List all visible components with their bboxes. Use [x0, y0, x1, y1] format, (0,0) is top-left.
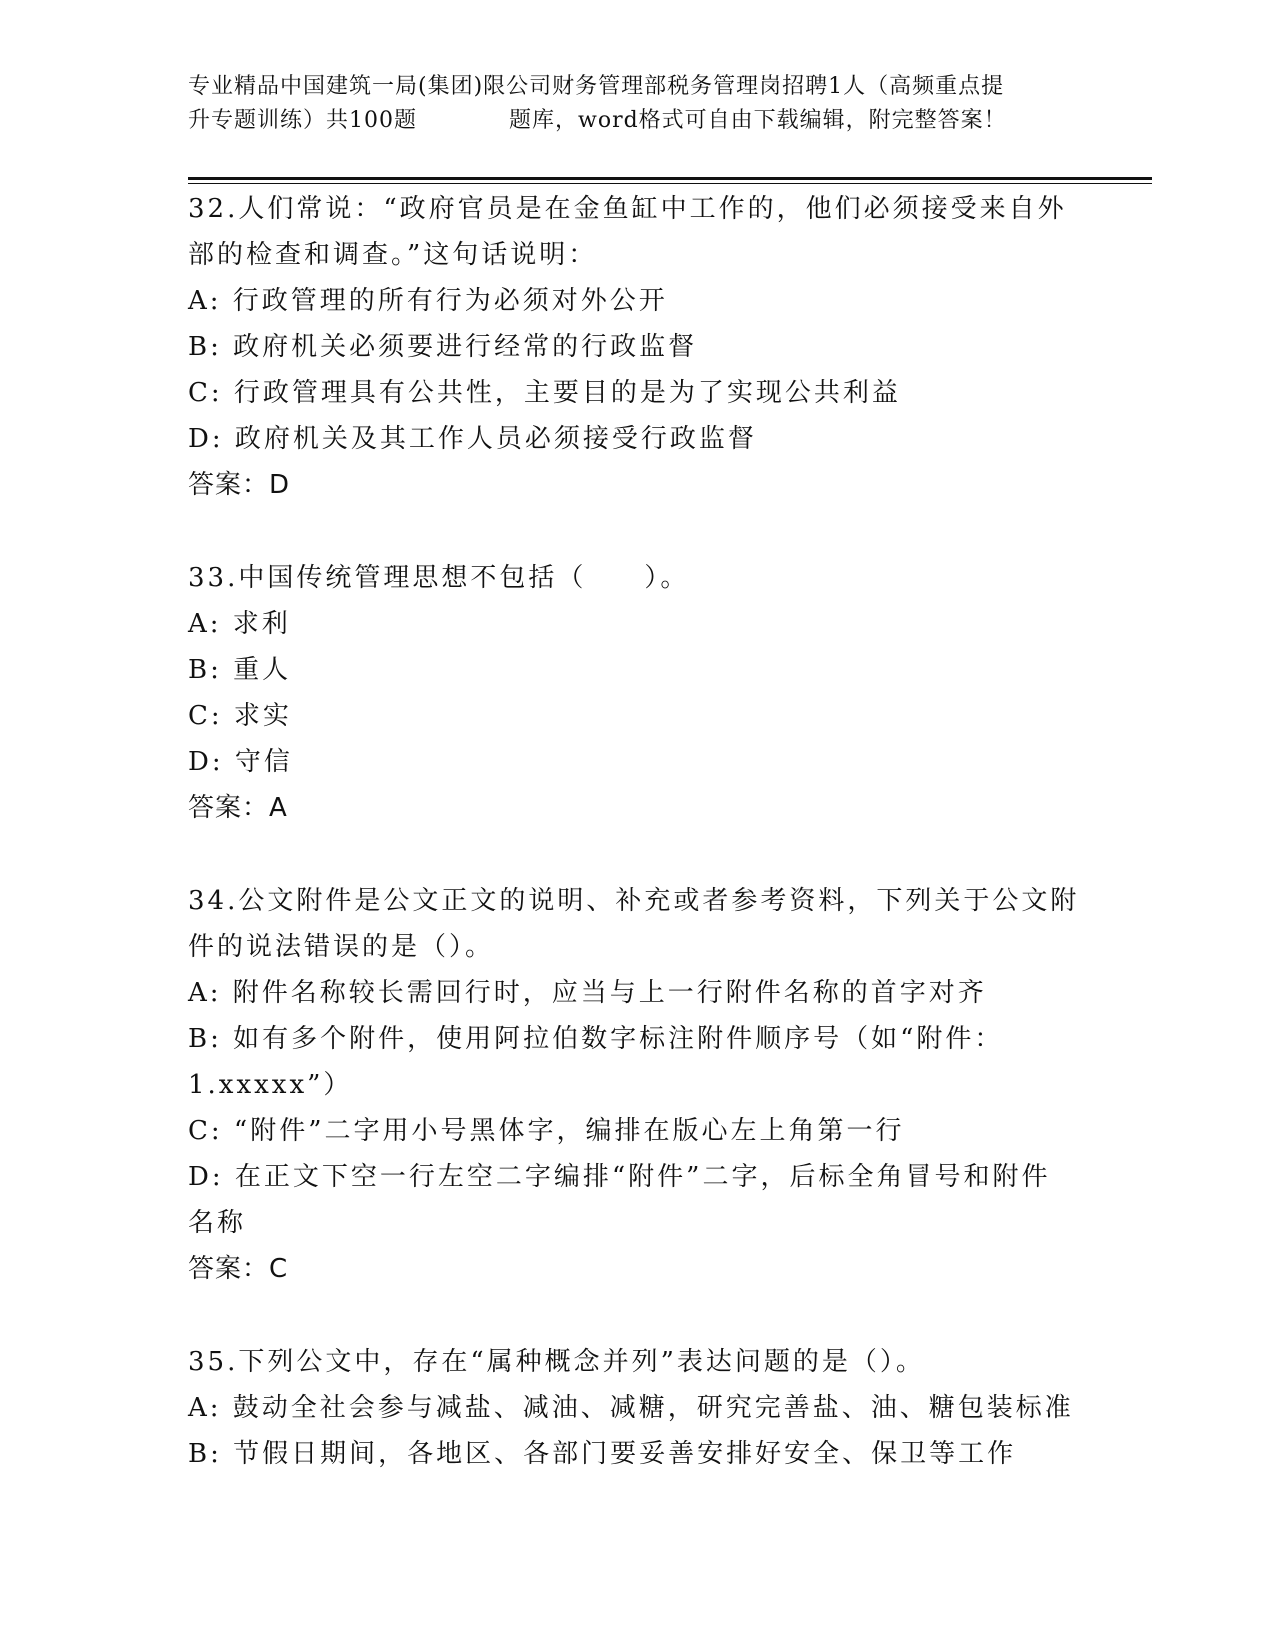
question-33 — [188, 555, 1128, 831]
option-a: A: 求利 — [188, 609, 291, 639]
option-a: A: 附件名称较长需回行时，应当与上一行附件名称的首字对齐 — [188, 978, 987, 1008]
question-spacer — [188, 508, 1128, 555]
answer-label: 答案：D — [188, 470, 291, 500]
answer-label: 答案：A — [188, 793, 288, 823]
document-header — [188, 70, 1088, 138]
question-34 — [188, 878, 1128, 1292]
option-b: B: 如有多个附件，使用阿拉伯数字标注附件顺序号（如“附件： — [188, 1024, 1004, 1054]
question-32 — [188, 186, 1128, 508]
question-spacer — [188, 1292, 1128, 1339]
option-b-continued: 1.xxxxx”） — [188, 1070, 353, 1100]
option-a: A: 鼓动全社会参与减盐、减油、减糖，研究完善盐、油、糖包装标准 — [188, 1393, 1074, 1423]
question-list — [188, 186, 1128, 1477]
option-b: B: 重人 — [188, 655, 292, 685]
question-stem-line: 32.人们常说：“政府官员是在金鱼缸中工作的，他们必须接受来自外 — [188, 194, 1067, 224]
option-d: D: 在正文下空一行左空二字编排“附件”二字，后标全角冒号和附件 — [188, 1162, 1051, 1192]
option-d: D: 守信 — [188, 747, 293, 777]
question-stem-line: 33.中国传统管理思想不包括（ ）。 — [188, 563, 690, 593]
header-divider-thick — [188, 177, 1152, 180]
question-stem-line: 件的说法错误的是（）。 — [188, 932, 495, 962]
header-title-line-2: 升专题训练）共100题 题库，word格式可自由下载编辑，附完整答案！ — [188, 108, 1007, 133]
question-35 — [188, 1339, 1128, 1477]
header-title-line-1: 专业精品中国建筑一局(集团)限公司财务管理部税务管理岗招聘1人（高频重点提 — [188, 74, 1005, 99]
option-a: A: 行政管理的所有行为必须对外公开 — [188, 286, 668, 316]
option-b: B: 政府机关必须要进行经常的行政监督 — [188, 332, 698, 362]
answer-label: 答案：C — [188, 1254, 289, 1284]
option-d-continued: 名称 — [188, 1208, 247, 1238]
option-c: C: 求实 — [188, 701, 292, 731]
question-stem-line: 34.公文附件是公文正文的说明、补充或者参考资料，下列关于公文附 — [188, 886, 1080, 916]
question-stem-line: 35.下列公文中，存在“属种概念并列”表达问题的是（）。 — [188, 1347, 925, 1377]
question-stem-line: 部的检查和调查。”这句话说明： — [188, 240, 598, 270]
option-b: B: 节假日期间，各地区、各部门要妥善安排好安全、保卫等工作 — [188, 1439, 1017, 1469]
option-d: D: 政府机关及其工作人员必须接受行政监督 — [188, 424, 757, 454]
question-spacer — [188, 831, 1128, 878]
header-divider-thin — [188, 183, 1152, 184]
option-c: C: “附件”二字用小号黑体字，编排在版心左上角第一行 — [188, 1116, 905, 1146]
option-c: C: 行政管理具有公共性，主要目的是为了实现公共利益 — [188, 378, 901, 408]
